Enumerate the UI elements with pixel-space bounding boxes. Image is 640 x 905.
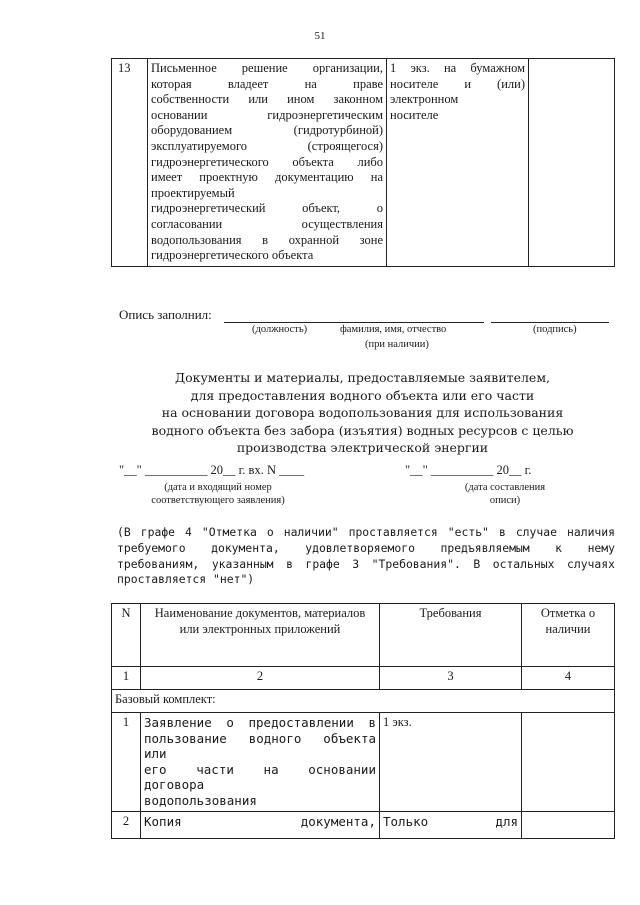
row-number: 2 xyxy=(112,811,141,838)
note-line: (В графе 4 "Отметка о наличии" проставляется "есть" в случае наличия xyxy=(117,525,615,539)
requirements-cell xyxy=(380,811,522,838)
presence-mark-cell xyxy=(529,59,615,267)
date-incoming-caption xyxy=(118,481,318,507)
requirements-line: электронном xyxy=(390,92,459,107)
date-inventory-caption xyxy=(440,481,570,507)
document-name-line: водопользования в охранной зоне xyxy=(151,232,383,247)
heading-line: для предоставления водного объекта или его части xyxy=(190,387,535,403)
header-requirements: Требования xyxy=(380,604,522,667)
heading-line: водного объекта без забора (изъятия) водных ресурсов с целью xyxy=(151,422,574,438)
page-number: 51 xyxy=(314,30,326,42)
section-row xyxy=(112,690,615,713)
table-row xyxy=(112,59,615,267)
section-title: Базовый комплект: xyxy=(112,690,615,713)
date-inventory: "__" __________ 20__ г. xyxy=(405,463,532,477)
document-name-line: его части на основании договора xyxy=(144,761,376,793)
document-name-line: гидроэнергетический объект, о xyxy=(151,201,383,216)
header-presence-mark: Отметка о наличии xyxy=(522,604,615,667)
caption-if-any: (при наличии) xyxy=(365,339,429,350)
document-name-line: согласовании осуществления xyxy=(151,216,383,231)
date-incoming-number: "__" __________ 20__ г. вх. N ____ xyxy=(119,463,305,477)
requirements-cell xyxy=(387,59,529,267)
document-name-line: эксплуатируемого (строящегося) xyxy=(151,138,383,153)
document-name-line: пользование водного объекта или xyxy=(144,730,376,762)
document-name-line: Заявление о предоставлении в xyxy=(144,715,376,730)
caption-signature: (подпись) xyxy=(533,324,577,335)
note-line: требуемого документа, удовлетворяемого предъявляемым к нему xyxy=(117,540,615,555)
note-line: требованиям, указанным в графе 3 "Требования". В остальных случаях xyxy=(117,556,615,571)
document-name-line: водопользования xyxy=(144,792,257,808)
filled-by-label: Опись заполнил: xyxy=(119,307,212,322)
document-name-line: Копия документа, xyxy=(144,813,376,829)
document-name-cell xyxy=(141,811,380,838)
requirements-line: носителе xyxy=(390,107,439,122)
document-name-line: гидроэнергетического объекта либо xyxy=(151,154,383,169)
note-line: проставляется "нет") xyxy=(117,572,255,587)
instructions-note xyxy=(117,525,615,588)
heading-line: Документы и материалы, предоставляемые заявителем, xyxy=(174,370,551,385)
filled-by-signature-line xyxy=(491,322,609,323)
header-number: N xyxy=(112,604,141,667)
requirements-line: носителе и (или) xyxy=(390,76,525,91)
caption-line: (дата и входящий номер xyxy=(164,482,272,493)
table-row xyxy=(112,811,615,838)
heading-line: на основании договора водопользования для использования xyxy=(161,405,564,420)
document-name-line: оборудованием (гидротурбиной) xyxy=(151,123,383,138)
document-name-line: проектируемый xyxy=(151,185,235,200)
table-row xyxy=(112,713,615,812)
column-number: 3 xyxy=(380,667,522,690)
documents-table xyxy=(111,603,615,839)
document-table-continued xyxy=(111,58,615,267)
document-name-line: которая владеет на праве xyxy=(151,76,383,91)
table-header-row xyxy=(112,604,615,667)
caption-full-name: фамилия, имя, отчество xyxy=(340,324,447,335)
column-number: 4 xyxy=(522,667,615,690)
document-name-cell xyxy=(148,59,387,267)
caption-line: (дата составления xyxy=(464,482,546,493)
requirements-line: Только для xyxy=(383,813,518,829)
document-name-line: основании гидроэнергетическим xyxy=(151,107,383,122)
document-name-line: Письменное решение организации, xyxy=(151,61,383,75)
caption-line: соответствующего заявления) xyxy=(151,495,285,506)
row-number: 1 xyxy=(112,713,141,812)
section-heading xyxy=(110,369,615,457)
column-numbers-row xyxy=(112,667,615,690)
header-document-name: Наименование документов, материалов или электронных приложений xyxy=(141,604,380,667)
presence-mark-cell xyxy=(522,713,615,812)
requirements-line: 1 экз. на бумажном xyxy=(390,61,525,75)
document-name-line: имеет проектную документацию на xyxy=(151,170,383,185)
document-name-line: гидроэнергетического объекта xyxy=(151,248,314,263)
caption-line: описи) xyxy=(489,495,521,506)
presence-mark-cell xyxy=(522,811,615,838)
row-number: 13 xyxy=(112,59,148,267)
document-name-cell xyxy=(141,713,380,812)
requirements-cell: 1 экз. xyxy=(380,713,522,812)
column-number: 2 xyxy=(141,667,380,690)
caption-position: (должность) xyxy=(252,324,308,335)
column-number: 1 xyxy=(112,667,141,690)
document-name-line: собственности или ином законном xyxy=(151,92,383,107)
filled-by-name-line xyxy=(224,322,484,323)
heading-line: производства электрической энергии xyxy=(236,440,489,455)
